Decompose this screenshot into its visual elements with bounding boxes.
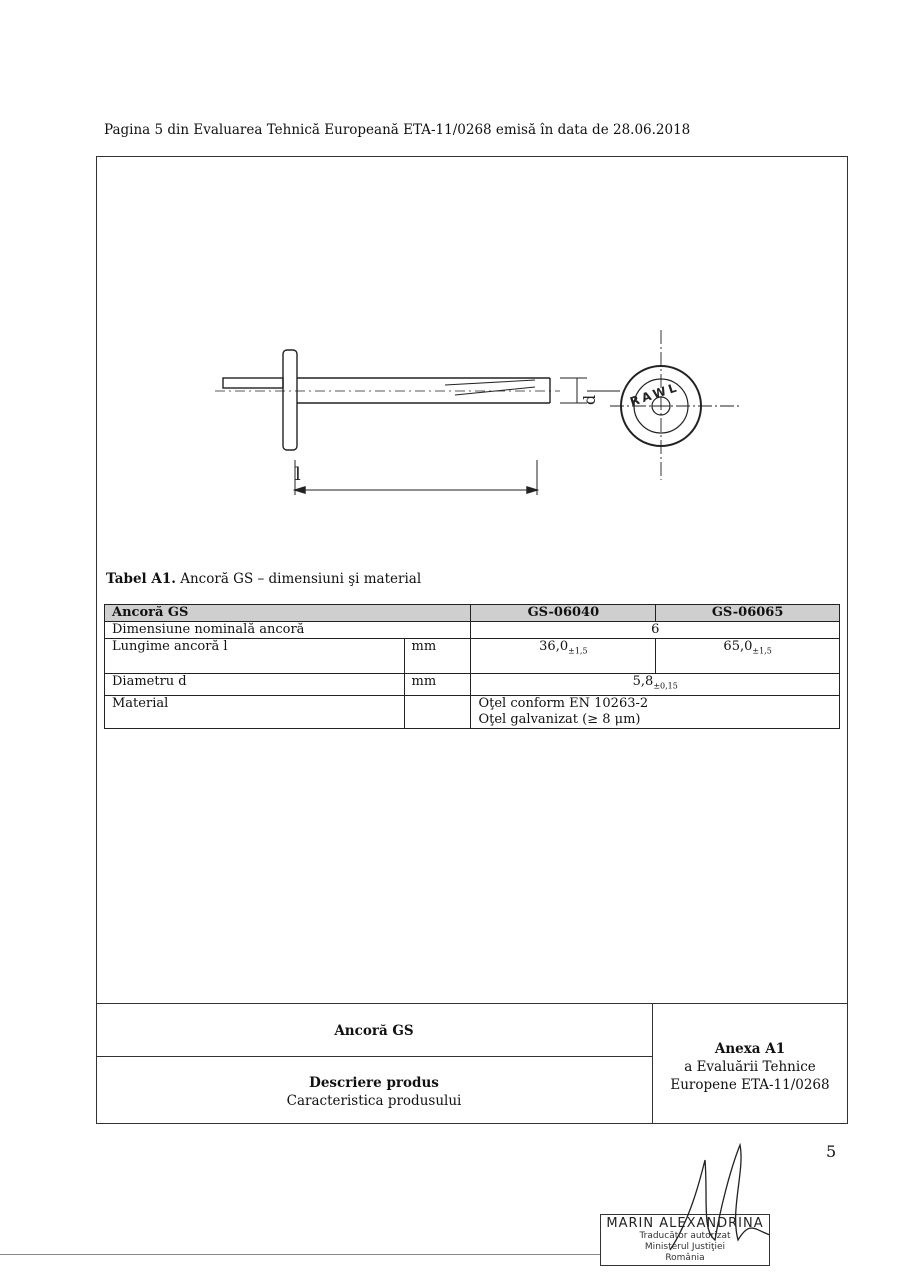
page-header: Pagina 5 din Evaluarea Tehnică Europeană ETA-11/0268 emisă în data de 28.06.2018 [104,122,691,138]
length-tol-1: ±1,5 [568,646,588,656]
table-cell [471,674,840,696]
table-caption-text: Ancoră GS – dimensiuni şi material [175,571,422,587]
table-header-cell: GS-06065 [656,605,840,622]
product-description [96,1074,652,1110]
table-cell: Dimensiune nominală ancoră [105,622,471,639]
stamp-line: Ministerul Justiţiei [644,1242,726,1252]
description-title: Descriere produs [309,1075,439,1091]
table-cell: mm [404,674,471,696]
diameter-label: d [580,394,599,405]
annex-label [652,1040,848,1094]
page-number: 5 [826,1142,837,1161]
stamp-line: România [665,1253,705,1263]
dimensions-table [104,604,840,729]
annex-line: a Evaluării Tehnice [684,1059,816,1075]
signature-icon [660,1140,780,1260]
bottom-rule [0,1254,600,1255]
table-cell [471,639,656,674]
anchor-drawing [215,325,745,505]
footer-divider [96,1056,652,1057]
annex-line: Europene ETA-11/0268 [670,1077,830,1093]
table-row [105,695,840,728]
table-cell: Material [105,695,405,728]
table-header-cell: Ancoră GS [105,605,471,622]
length-value-2: 65,0 [723,639,753,654]
length-value-1: 36,0 [539,639,569,654]
anchor-head-shape [283,350,297,450]
table-row [105,639,840,674]
table-header-row [105,605,840,622]
stamp-name: MARIN ALEXANDRINA [606,1216,764,1231]
diameter-value: 5,8 [632,674,654,689]
table-cell: 6 [471,622,840,639]
table-caption [106,571,421,587]
annex-title: Anexa A1 [714,1041,786,1057]
anchor-pin-shape [223,378,283,388]
table-row [105,674,840,696]
description-subtitle: Caracteristica produsului [286,1093,462,1109]
table-row [105,622,840,639]
footer-divider [96,1003,848,1004]
table-cell: Diametru d [105,674,405,696]
table-cell [471,695,840,728]
table-cell [656,639,840,674]
material-line: Oţel galvanizat (≥ 8 μm) [478,711,641,727]
material-line: Oţel conform EN 10263-2 [478,695,649,711]
table-caption-label: Tabel A1. [106,571,176,587]
table-cell: Lungime ancoră l [105,639,405,674]
stamp-line: Traducător autorizat [639,1231,731,1241]
table-cell: mm [404,639,471,674]
length-tol-2: ±1,5 [752,646,772,656]
table-header-cell: GS-06040 [471,605,656,622]
rawl-logo-text: RAWL [628,379,681,409]
length-label: l [295,464,301,485]
table-cell [404,695,471,728]
product-name: Ancoră GS [334,1023,414,1039]
diameter-tol: ±0,15 [653,681,678,691]
